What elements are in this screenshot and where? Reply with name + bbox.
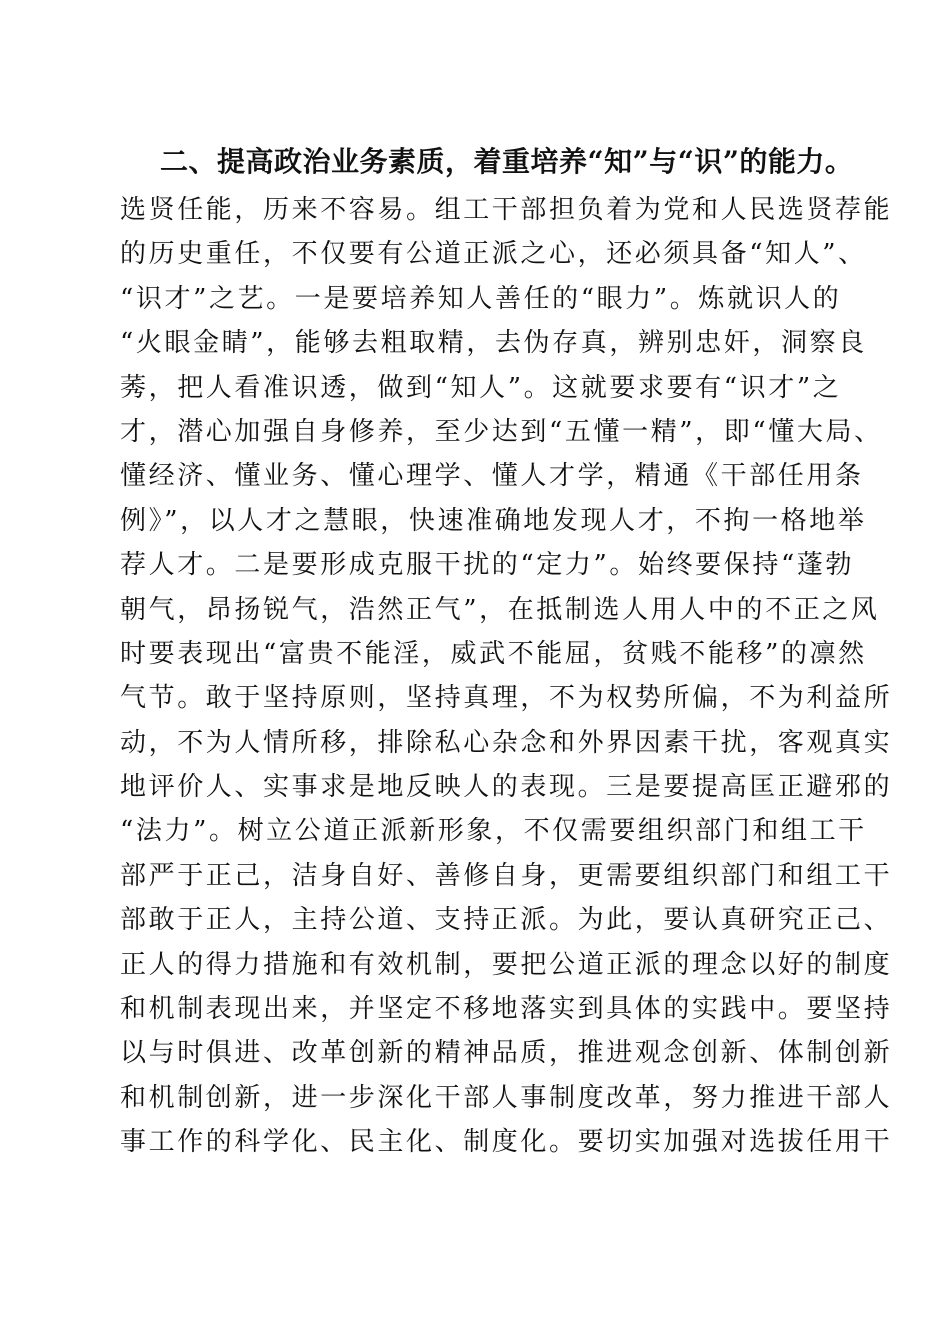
text-line: 部敢于正人，主持公道、支持正派。为此，要认真研究正己、 <box>120 905 893 936</box>
text-line: 荐人才。二是要形成克服干扰的“定力”。始终要保持“蓬勃 <box>120 550 855 581</box>
body-text <box>120 188 893 1165</box>
text-line: 气节。敢于坚持原则，坚持真理，不为权势所偏，不为利益所 <box>120 683 893 714</box>
text-line: 和机制表现出来，并坚定不移地落实到具体的实践中。要坚持 <box>120 994 893 1025</box>
text-line: 懂经济、懂业务、懂心理学、懂人才学，精通《干部任用条 <box>120 461 864 492</box>
section-heading: 二、提高政治业务素质，着重培养“知”与“识”的能力。 <box>160 145 854 178</box>
text-line: 事工作的科学化、民主化、制度化。要切实加强对选拔任用干 <box>120 1127 893 1158</box>
text-line: 例》”，以人才之慧眼，快速准确地发现人才，不拘一格地举 <box>120 505 867 536</box>
text-line: “火眼金睛”，能够去粗取精，去伪存真，辨别忠奸，洞察良 <box>120 328 867 359</box>
text-line: 朝气，昂扬锐气，浩然正气”，在抵制选人用人中的不正之风 <box>120 594 880 625</box>
text-line: 以与时俱进、改革创新的精神品质，推进观念创新、体制创新 <box>120 1038 893 1069</box>
text-line: 时要表现出“富贵不能淫，威武不能屈，贫贱不能移”的凛然 <box>120 638 867 669</box>
text-line: “识才”之艺。一是要培养知人善任的“眼力”。炼就识人的 <box>120 283 842 314</box>
text-line: 动，不为人情所移，排除私心杂念和外界因素干扰，客观真实 <box>120 727 893 758</box>
text-line: 和机制创新，进一步深化干部人事制度改革，努力推进干部人 <box>120 1082 893 1113</box>
text-line: 莠，把人看准识透，做到“知人”。这就要求要有“识才”之 <box>120 372 842 403</box>
text-line: “法力”。树立公道正派新形象，不仅需要组织部门和组工干 <box>120 816 867 847</box>
text-line: 地评价人、实事求是地反映人的表现。三是要提高匡正避邪的 <box>120 772 893 803</box>
text-line: 正人的得力措施和有效机制，要把公道正派的理念以好的制度 <box>120 949 893 980</box>
text-line: 的历史重任，不仅要有公道正派之心，还必须具备“知人”、 <box>120 239 867 270</box>
text-line: 才，潜心加强自身修养，至少达到“五懂一精”，即“懂大局、 <box>120 416 883 447</box>
text-line: 部严于正己，洁身自好、善修自身，更需要组织部门和组工干 <box>120 860 893 891</box>
text-line: 选贤任能，历来不容易。组工干部担负着为党和人民选贤荐能 <box>120 195 893 225</box>
